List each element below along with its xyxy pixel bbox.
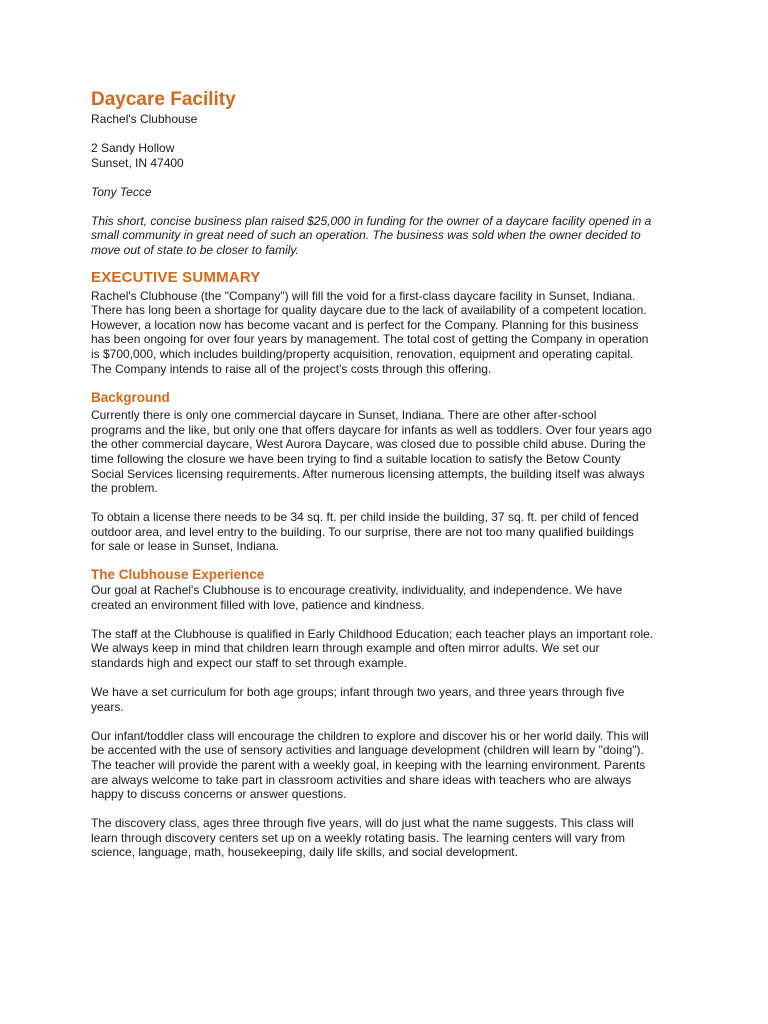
spacer xyxy=(91,802,691,817)
document-title: Daycare Facility xyxy=(91,89,236,110)
spacer xyxy=(91,554,691,566)
background-heading: Background xyxy=(91,390,170,406)
spacer xyxy=(91,612,691,627)
experience-paragraph-5: The discovery class, ages three through five years, will do just what the name suggests. This class will learn through discovery centers set up on a weekly rotating basis. The learning centers will vary from science, language, math, housekeeping, daily life skills, and social development. xyxy=(91,816,634,860)
spacer xyxy=(91,496,691,511)
spacer xyxy=(91,170,691,185)
executive-summary-paragraph: Rachel's Clubhouse (the "Company") will fill the void for a first-class daycare facility in Sunset, Indiana. There has long been a shortage for quality daycare due to the lack of availability of a competent location. However, a location now has become vacant and is perfect for the Company. Planning for this business has been ongoing for over four years by management. The total cost of getting the Company in operation is $700,000, which includes building/property acquisition, renovation, equipment and operating capital. The Company intends to raise all of the project's costs through this offering. xyxy=(91,288,649,376)
experience-paragraph-3: We have a set curriculum for both age groups; infant through two years, and three years through five years. xyxy=(91,685,625,714)
document-page xyxy=(91,88,691,860)
spacer xyxy=(91,199,691,214)
business-name: Rachel's Clubhouse xyxy=(91,112,198,126)
spacer xyxy=(91,714,691,729)
experience-paragraph-4: Our infant/toddler class will encourage the children to explore and discover his or her world daily. This will be accented with the use of sensory activities and language development (children will learn by "doing"). The teacher will provide the parent with a weekly goal, in keeping with the learning environment. Parents are always welcome to take part in classroom activities and share ideas with teachers who are always happy to discuss concerns or answer questions. xyxy=(91,728,649,802)
spacer xyxy=(91,376,691,389)
spacer xyxy=(91,127,691,142)
experience-paragraph-2: The staff at the Clubhouse is qualified in Early Childhood Education; each teacher plays an important role. We always keep in mind that children learn through example and often mirror adults. We set our standards high and expect our staff to set through example. xyxy=(91,626,654,670)
background-paragraph-2: To obtain a license there needs to be 34 sq. ft. per child inside the building, 37 sq. ft. per child of fenced outdoor area, and level entry to the building. To our surprise, there are not too many qualified buildings for sale or lease in Sunset, Indiana. xyxy=(91,510,639,554)
intro-paragraph: This short, concise business plan raised $25,000 in funding for the owner of a daycare facility opened in a small community in great need of such an operation. The business was sold when the owner decided to move out of state to be closer to family. xyxy=(91,213,652,258)
experience-paragraph-1: Our goal at Rachel's Clubhouse is to encourage creativity, individuality, and independence. We have created an environment filled with love, patience and kindness. xyxy=(91,583,623,612)
address-line-1: 2 Sandy Hollow xyxy=(91,141,175,156)
background-paragraph-1: Currently there is only one commercial daycare in Sunset, Indiana. There are other after-school programs and the like, but only one that offers daycare for infants as well as toddlers. Over four years ago the other commercial daycare, West Aurora Daycare, was closed due to possible child abuse. During the time following the closure we have been trying to find a suitable location to satisfy the Betow County Social Services licensing requirements. After numerous licensing attempts, the building itself was always the problem. xyxy=(91,408,652,496)
author-name: Tony Tecce xyxy=(91,184,152,199)
executive-summary-heading: EXECUTIVE SUMMARY xyxy=(91,268,261,286)
spacer xyxy=(91,671,691,686)
spacer xyxy=(91,258,691,268)
address-line-2: Sunset, IN 47400 xyxy=(91,155,184,170)
clubhouse-experience-heading: The Clubhouse Experience xyxy=(91,567,265,583)
